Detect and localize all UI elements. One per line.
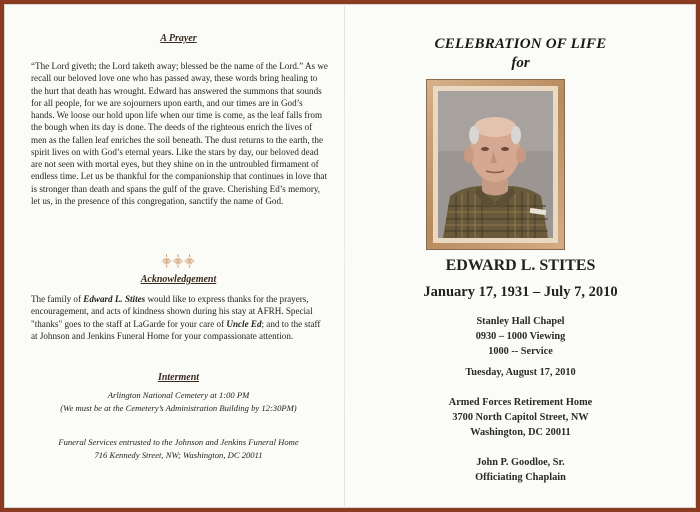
- program-sheet: [4, 4, 696, 508]
- ack-text-before: The family of: [31, 294, 84, 304]
- acknowledgement-heading: Acknowledgement: [140, 274, 217, 285]
- deceased-name: EDWARD L. STITES: [445, 257, 596, 274]
- chapel-name: Stanley Hall Chapel: [476, 316, 565, 327]
- ack-uncle-name: Uncle Ed: [226, 318, 262, 329]
- life-dates: January 17, 1931 – July 7, 2010: [423, 284, 618, 300]
- service-address: [345, 395, 696, 440]
- ack-text-middle: would like to express thanks for the prayers, encouragement, and acts of kindness shown during his stay at AFRH. Special "thanks" goes to the staff at LaGarde for your care of: [31, 294, 313, 329]
- interment-details: [27, 389, 330, 414]
- portrait-mat: [433, 86, 558, 243]
- portrait-photo: [438, 91, 553, 238]
- chaplain-name: John P. Goodloe, Sr.: [476, 457, 565, 468]
- service-time: 1000 -- Service: [488, 346, 553, 357]
- acknowledgement-text: [31, 293, 328, 342]
- funeral-line-2: 716 Kennedy Street, NW; Washington, DC 20011: [94, 449, 263, 460]
- ack-text-after: ; and to the staff at Johnson and Jenkins Funeral Home for your compassionate attention.: [31, 318, 321, 341]
- address-street: 3700 North Capitol Street, NW: [452, 412, 589, 423]
- address-city: Washington, DC 20011: [470, 427, 571, 438]
- address-place: Armed Forces Retirement Home: [448, 397, 593, 408]
- ack-deceased-name: Edward L. Stites: [83, 294, 146, 304]
- cover-title: CELEBRATION OF LIFE: [434, 36, 607, 52]
- funeral-line-1: Funeral Services entrusted to the Johnson and Jenkins Funeral Home: [58, 437, 299, 447]
- portrait-image: [438, 91, 553, 238]
- prayer-text: “The Lord giveth; the Lord taketh away; blessed be the name of the Lord.” As we recall our beloved love one who has passed away, these words bring healing to the hurt that death has wrought. Edward has answered the summons that sounds for all people, for we are sojourners upon earth, and our times are in God’s hands. We loose our hold upon life when our time is come, as the leaf falls from the bough when its day is done. The deeds of the righteous enrich the lives of men as the fallen leaf enriches the soil beneath. The dust returns to the earth, the spirit lives on with God’s eternal years. Like the stars by day, our beloved dead are not seen with mortal eyes, but they shine on in the untroubled firmament of endless time. Let us be thankful for the companionship that continues in love that is stronger than death and spans the gulf of the grave. Cherishing Ed’s memory, let us, in the presence of this congregation, sanctify the name of God.: [31, 61, 328, 206]
- viewing-time: 0930 – 1000 Viewing: [475, 331, 566, 342]
- funeral-home-details: [27, 436, 330, 461]
- cover-for: for: [511, 55, 530, 71]
- interment-line-1: Arlington National Cemetery at 1:00 PM: [107, 390, 250, 400]
- portrait-frame: [427, 80, 564, 249]
- prayer-heading: A Prayer: [160, 33, 197, 44]
- officiant: [345, 455, 696, 485]
- ornament-divider: ⸎⸎⸎: [161, 257, 196, 268]
- interment-heading: Interment: [157, 372, 200, 383]
- chaplain-role: Officiating Chaplain: [475, 472, 566, 483]
- chapel-schedule: [345, 314, 696, 359]
- interment-line-2: (We must be at the Cemetery’s Administration Building by 12:30PM): [60, 402, 297, 413]
- service-date: Tuesday, August 17, 2010: [465, 367, 576, 378]
